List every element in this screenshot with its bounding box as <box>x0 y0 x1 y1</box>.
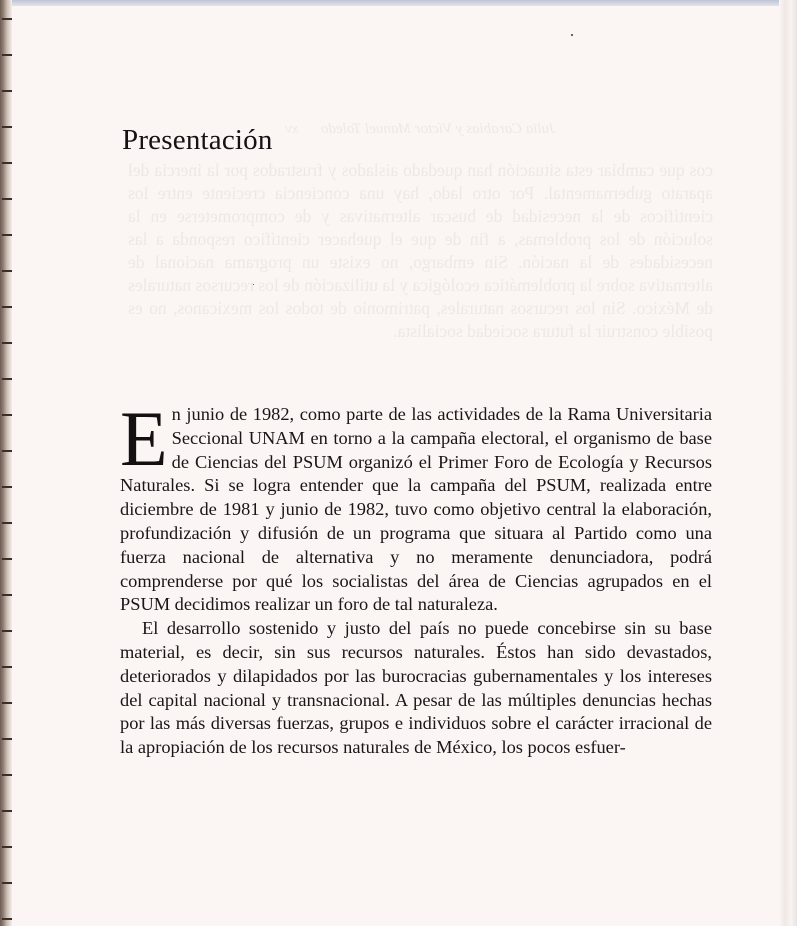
binding-stitch <box>2 774 12 776</box>
binding-stitch <box>2 270 12 272</box>
binding-stitch <box>2 738 12 740</box>
paragraph-1 <box>120 395 712 617</box>
binding-stitch <box>2 522 12 524</box>
page-top-edge <box>0 0 797 6</box>
page-right-edge <box>779 0 797 926</box>
binding-stitch <box>2 918 12 920</box>
binding-stitch <box>2 198 12 200</box>
paper-speck <box>571 34 573 36</box>
binding-stitch <box>2 126 12 128</box>
binding-stitch <box>2 90 12 92</box>
bleed-through-header-text: Julia Carabias y Víctor Manuel Toledo <box>320 121 556 137</box>
binding-stitch <box>2 630 12 632</box>
binding-stitch <box>2 702 12 704</box>
bleed-through-body: cos que cambiar esta situación han quedado aislados y frustrados por la inercia del aparato gubernamental. Por otro lado, hay una conciencia creciente entre los científicos de la necesidad de buscar alternativas y de comprometerse en la solución de los problemas, a fin de que el quehacer científico responda a las necesidades de la nación. Sin embargo, no existe un programa nacional de alternativa sobre la problemática ecológica y la utilización de los recursos naturales de México. Sin los recursos naturales, patrimonio de todos los mexicanos, no es posible construir la futura sociedad socialista. <box>128 160 713 341</box>
binding-stitch <box>2 558 12 560</box>
binding-stitch <box>2 846 12 848</box>
paragraph-2: El desarrollo sostenido y justo del país no puede concebirse sin su base material, es decir, sin sus recursos naturales. Éstos han sido devastados, deteriorados y dilapidados por las burocracias gubernamentales y los intereses del capital nacional y transnacional. A pesar de las múltiples denuncias hechas por las más diversas fuerzas, grupos e individuos sobre el carácter irracional de la apropiación de los recursos naturales de México, los pocos esfuer- <box>120 618 712 758</box>
paragraph-1-text: n junio de 1982, como parte de las actividades de la Rama Universitaria Seccional UNAM en torno a la campaña electoral, el organismo de base de Ciencias del PSUM organizó el Primer Foro de Ecología y Recursos Naturales. Si se logra entender que la campaña del PSUM, realizada entre diciembre de 1981 y junio de 1982, tuvo como objetivo central la elaboración, profundización y difusión de un programa que situara al Partido como una fuerza nacional de alternativa y no meramente denunciadora, podrá comprenderse por qué los socialistas del área de Ciencias agrupados en el PSUM decidimos realizar un foro de tal naturaleza. <box>120 404 712 615</box>
binding-stitch <box>2 54 12 56</box>
binding-stitch <box>2 306 12 308</box>
paper-speck <box>253 284 254 285</box>
bleed-through-page-number: xv <box>285 121 299 137</box>
page-title: Presentación <box>122 124 273 156</box>
binding-stitch <box>2 342 12 344</box>
binding-stitch <box>2 414 12 416</box>
binding-stitch <box>2 810 12 812</box>
binding-stitch <box>2 450 12 452</box>
drop-cap: E <box>120 395 168 482</box>
body-text <box>120 395 712 760</box>
binding-stitch <box>2 162 12 164</box>
binding-stitch <box>2 666 12 668</box>
binding-stitch <box>2 18 12 20</box>
binding-stitch <box>2 594 12 596</box>
binding-stitch <box>2 486 12 488</box>
spiral-binding <box>0 0 12 926</box>
binding-stitch <box>2 378 12 380</box>
binding-stitch <box>2 234 12 236</box>
binding-stitch <box>2 882 12 884</box>
